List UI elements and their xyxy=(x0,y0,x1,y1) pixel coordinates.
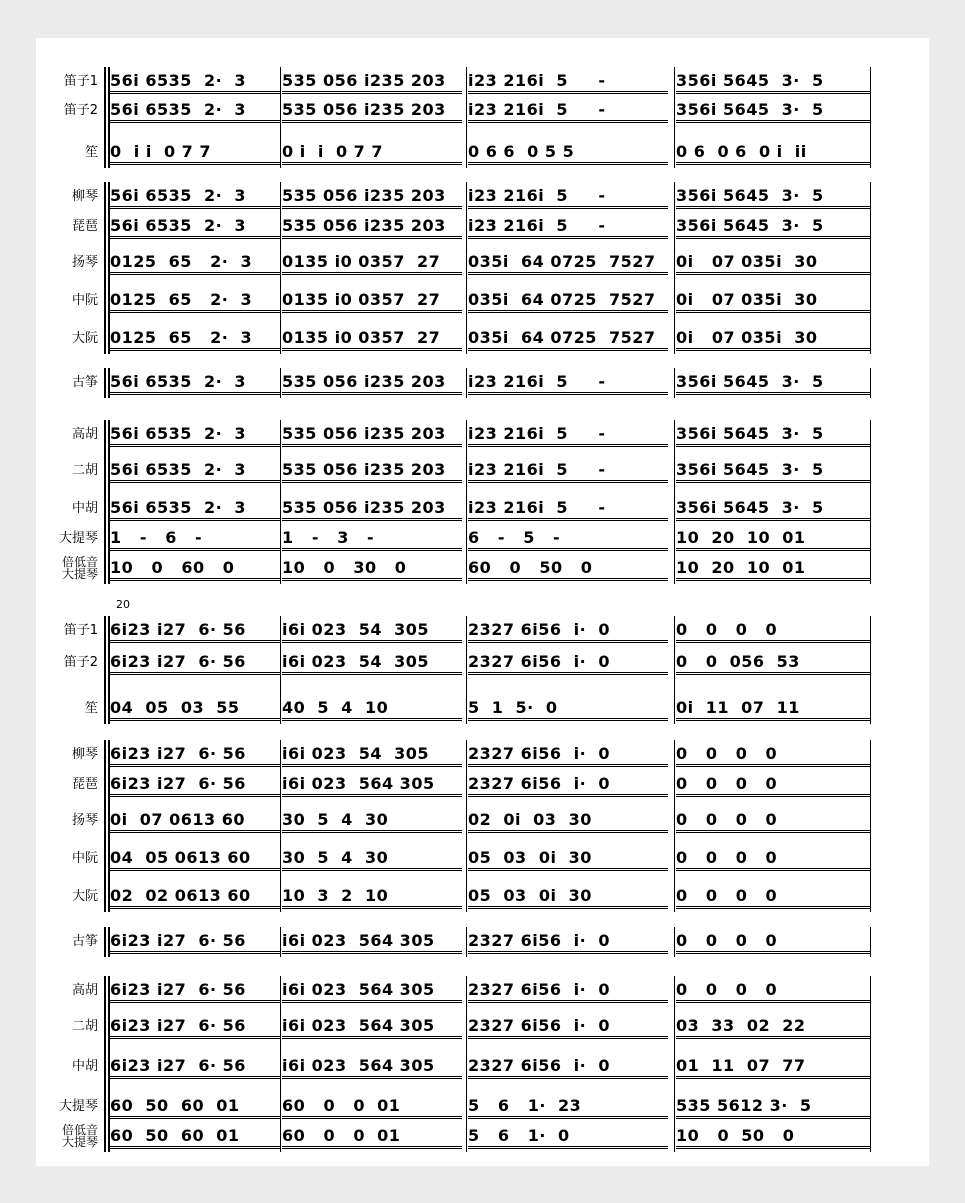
measure-notes: 2327 6i56 i· 0 xyxy=(468,980,668,1003)
barline xyxy=(280,420,281,584)
staff-row xyxy=(36,810,929,840)
barline xyxy=(674,67,675,168)
measure-notes: 30 5 4 30 xyxy=(282,848,462,871)
measure-notes: 6i23 i27 6· 56 xyxy=(110,620,280,643)
measure-notes: 356i 5645 3· 5 xyxy=(676,71,871,94)
measure-notes: 03 33 02 22 xyxy=(676,1016,871,1039)
barline xyxy=(870,420,871,584)
barline xyxy=(280,67,281,168)
barline xyxy=(674,927,675,957)
measure-notes: 56i 6535 2· 3 xyxy=(110,498,280,521)
measure-notes: 356i 5645 3· 5 xyxy=(676,216,871,239)
measure-notes: 0125 65 2· 3 xyxy=(110,290,280,313)
staff-row xyxy=(36,931,929,961)
measure-notes: 0125 65 2· 3 xyxy=(110,252,280,275)
measure-notes: 56i 6535 2· 3 xyxy=(110,186,280,209)
measure-notes: 56i 6535 2· 3 xyxy=(110,100,280,123)
instrument-label: 中胡 xyxy=(71,1059,98,1074)
measure-notes: 0 i i 0 7 7 xyxy=(282,142,462,165)
measure-notes: i6i 023 54 305 xyxy=(282,744,462,767)
measure-notes: 035i 64 0725 7527 xyxy=(468,252,668,275)
barline xyxy=(466,927,467,957)
measure-notes: 60 50 60 01 xyxy=(110,1126,280,1149)
staff-row xyxy=(36,848,929,878)
measure-notes: i6i 023 564 305 xyxy=(282,1016,462,1039)
barline xyxy=(280,182,281,354)
barline xyxy=(870,182,871,354)
staff-row xyxy=(36,328,929,358)
instrument-label: 大阮 xyxy=(71,889,98,904)
staff-row xyxy=(36,71,929,101)
staff-row xyxy=(36,886,929,916)
group-bracket xyxy=(104,616,110,724)
measure-notes: i6i 023 564 305 xyxy=(282,1056,462,1079)
group-bracket xyxy=(104,368,110,398)
staff-row xyxy=(36,1123,929,1156)
instrument-label: 中胡 xyxy=(71,501,98,516)
measure-notes: 60 0 0 01 xyxy=(282,1096,462,1119)
staff-row xyxy=(36,252,929,282)
measure-notes: 0 0 0 0 xyxy=(676,744,871,767)
barline xyxy=(870,976,871,1152)
instrument-label: 笛子2 xyxy=(63,655,98,670)
measure-notes: 6i23 i27 6· 56 xyxy=(110,652,280,675)
measure-notes: 035i 64 0725 7527 xyxy=(468,290,668,313)
staff-row xyxy=(36,774,929,804)
measure-number: 20 xyxy=(116,598,130,611)
measure-notes: 2327 6i56 i· 0 xyxy=(468,652,668,675)
barline xyxy=(870,740,871,912)
measure-notes: 0i 07 035i 30 xyxy=(676,290,871,313)
barline xyxy=(280,976,281,1152)
staff-row xyxy=(36,620,929,650)
instrument-label: 古筝 xyxy=(71,934,98,949)
measure-notes: 356i 5645 3· 5 xyxy=(676,424,871,447)
measure-notes: i6i 023 564 305 xyxy=(282,774,462,797)
measure-notes: 05 03 0i 30 xyxy=(468,848,668,871)
measure-notes: 56i 6535 2· 3 xyxy=(110,71,280,94)
measure-notes: 356i 5645 3· 5 xyxy=(676,186,871,209)
measure-notes: 6i23 i27 6· 56 xyxy=(110,980,280,1003)
barline xyxy=(870,368,871,398)
measure-notes: 1 - 6 - xyxy=(110,528,280,551)
instrument-label: 中阮 xyxy=(71,851,98,866)
barline xyxy=(466,976,467,1152)
measure-notes: i23 216i 5 - xyxy=(468,372,668,395)
instrument-label: 中阮 xyxy=(71,293,98,308)
measure-notes: 0i 07 035i 30 xyxy=(676,328,871,351)
measure-notes: 2327 6i56 i· 0 xyxy=(468,1056,668,1079)
barline xyxy=(674,368,675,398)
group-bracket xyxy=(104,182,110,354)
score-page xyxy=(36,38,929,1166)
instrument-label: 高胡 xyxy=(71,427,98,442)
measure-notes: 0 0 0 0 xyxy=(676,886,871,909)
measure-notes: 56i 6535 2· 3 xyxy=(110,216,280,239)
measure-notes: 60 50 60 01 xyxy=(110,1096,280,1119)
measure-notes: 6i23 i27 6· 56 xyxy=(110,774,280,797)
barline xyxy=(466,740,467,912)
measure-notes: 0 6 0 6 0 i ii xyxy=(676,142,871,165)
measure-notes: 10 3 2 10 xyxy=(282,886,462,909)
measure-notes: i23 216i 5 - xyxy=(468,424,668,447)
barline xyxy=(280,368,281,398)
instrument-label: 笛子2 xyxy=(63,103,98,118)
staff-row xyxy=(36,372,929,402)
measure-notes: 0i 07 035i 30 xyxy=(676,252,871,275)
measure-notes: 0 0 056 53 xyxy=(676,652,871,675)
measure-notes: 02 0i 03 30 xyxy=(468,810,668,833)
staff-row xyxy=(36,290,929,320)
measure-notes: 0125 65 2· 3 xyxy=(110,328,280,351)
instrument-label: 高胡 xyxy=(71,983,98,998)
barline xyxy=(674,616,675,724)
instrument-label: 二胡 xyxy=(71,1019,98,1034)
barline xyxy=(280,927,281,957)
measure-notes: 5 1 5· 0 xyxy=(468,698,668,721)
staff-row xyxy=(36,528,929,558)
staff-row xyxy=(36,142,929,172)
staff-row xyxy=(36,1016,929,1046)
measure-notes: 5 6 1· 0 xyxy=(468,1126,668,1149)
measure-notes: i23 216i 5 - xyxy=(468,186,668,209)
measure-notes: 30 5 4 30 xyxy=(282,810,462,833)
instrument-label: 笙 xyxy=(84,145,98,160)
instrument-label: 笛子1 xyxy=(63,623,98,638)
measure-notes: 535 056 i235 203 xyxy=(282,498,462,521)
measure-notes: 1 - 3 - xyxy=(282,528,462,551)
instrument-label: 倍低音 大提琴 xyxy=(61,555,98,581)
measure-notes: 04 05 03 55 xyxy=(110,698,280,721)
instrument-label: 柳琴 xyxy=(71,189,98,204)
measure-notes: i6i 023 54 305 xyxy=(282,652,462,675)
group-bracket xyxy=(104,976,110,1152)
measure-notes: 0 0 0 0 xyxy=(676,620,871,643)
barline xyxy=(674,740,675,912)
measure-notes: 535 056 i235 203 xyxy=(282,100,462,123)
measure-notes: 05 03 0i 30 xyxy=(468,886,668,909)
barline xyxy=(466,368,467,398)
instrument-label: 琵琶 xyxy=(71,219,98,234)
measure-notes: i23 216i 5 - xyxy=(468,498,668,521)
measure-notes: 5 6 1· 23 xyxy=(468,1096,668,1119)
measure-notes: 356i 5645 3· 5 xyxy=(676,372,871,395)
measure-notes: i6i 023 564 305 xyxy=(282,980,462,1003)
instrument-label: 大提琴 xyxy=(58,531,98,546)
measure-notes: 035i 64 0725 7527 xyxy=(468,328,668,351)
group-bracket xyxy=(104,740,110,912)
staff-row xyxy=(36,460,929,490)
staff-row xyxy=(36,652,929,682)
barline xyxy=(466,616,467,724)
measure-notes: 0 0 0 0 xyxy=(676,980,871,1003)
measure-notes: 10 0 30 0 xyxy=(282,558,462,581)
measure-notes: 56i 6535 2· 3 xyxy=(110,424,280,447)
barline xyxy=(280,616,281,724)
instrument-label: 二胡 xyxy=(71,463,98,478)
measure-notes: 0135 i0 0357 27 xyxy=(282,290,462,313)
measure-notes: 0135 i0 0357 27 xyxy=(282,328,462,351)
instrument-label: 倍低音 大提琴 xyxy=(61,1123,98,1149)
measure-notes: 6 - 5 - xyxy=(468,528,668,551)
measure-notes: 535 056 i235 203 xyxy=(282,71,462,94)
barline xyxy=(674,420,675,584)
measure-notes: 60 0 50 0 xyxy=(468,558,668,581)
measure-notes: i23 216i 5 - xyxy=(468,71,668,94)
barline xyxy=(870,67,871,168)
measure-notes: 10 0 50 0 xyxy=(676,1126,871,1149)
staff-row xyxy=(36,698,929,728)
measure-notes: 60 0 0 01 xyxy=(282,1126,462,1149)
measure-notes: 356i 5645 3· 5 xyxy=(676,460,871,483)
instrument-label: 柳琴 xyxy=(71,747,98,762)
staff-row xyxy=(36,980,929,1010)
barline xyxy=(870,616,871,724)
measure-notes: 535 056 i235 203 xyxy=(282,216,462,239)
instrument-label: 笛子1 xyxy=(63,74,98,89)
staff-row xyxy=(36,216,929,246)
staff-row xyxy=(36,1096,929,1126)
measure-notes: i6i 023 54 305 xyxy=(282,620,462,643)
measure-notes: 56i 6535 2· 3 xyxy=(110,460,280,483)
group-bracket xyxy=(104,927,110,957)
measure-notes: 2327 6i56 i· 0 xyxy=(468,774,668,797)
measure-notes: 0i 07 0613 60 xyxy=(110,810,280,833)
measure-notes: 535 056 i235 203 xyxy=(282,186,462,209)
measure-notes: 535 056 i235 203 xyxy=(282,372,462,395)
measure-notes: 0 0 0 0 xyxy=(676,931,871,954)
staff-row xyxy=(36,555,929,588)
measure-notes: 535 056 i235 203 xyxy=(282,424,462,447)
barline xyxy=(280,740,281,912)
measure-notes: 6i23 i27 6· 56 xyxy=(110,744,280,767)
barline xyxy=(674,182,675,354)
group-bracket xyxy=(104,420,110,584)
barline xyxy=(870,927,871,957)
measure-notes: 0 0 0 0 xyxy=(676,774,871,797)
instrument-label: 琵琶 xyxy=(71,777,98,792)
measure-notes: 10 20 10 01 xyxy=(676,528,871,551)
instrument-label: 扬琴 xyxy=(71,813,98,828)
barline xyxy=(466,67,467,168)
measure-notes: 10 0 60 0 xyxy=(110,558,280,581)
instrument-label: 大提琴 xyxy=(58,1099,98,1114)
measure-notes: 10 20 10 01 xyxy=(676,558,871,581)
measure-notes: 0135 i0 0357 27 xyxy=(282,252,462,275)
staff-row xyxy=(36,498,929,528)
group-bracket xyxy=(104,67,110,168)
instrument-label: 笙 xyxy=(84,701,98,716)
measure-notes: 2327 6i56 i· 0 xyxy=(468,744,668,767)
measure-notes: 0 6 6 0 5 5 xyxy=(468,142,668,165)
measure-notes: 6i23 i27 6· 56 xyxy=(110,1056,280,1079)
measure-notes: 356i 5645 3· 5 xyxy=(676,498,871,521)
staff-row xyxy=(36,424,929,454)
instrument-label: 大阮 xyxy=(71,331,98,346)
measure-notes: 6i23 i27 6· 56 xyxy=(110,1016,280,1039)
measure-notes: i23 216i 5 - xyxy=(468,100,668,123)
barline xyxy=(466,182,467,354)
measure-notes: 2327 6i56 i· 0 xyxy=(468,620,668,643)
staff-row xyxy=(36,744,929,774)
measure-notes: 56i 6535 2· 3 xyxy=(110,372,280,395)
measure-notes: 0 0 0 0 xyxy=(676,848,871,871)
measure-notes: 0 0 0 0 xyxy=(676,810,871,833)
measure-notes: 535 056 i235 203 xyxy=(282,460,462,483)
measure-notes: 01 11 07 77 xyxy=(676,1056,871,1079)
staff-row xyxy=(36,1056,929,1086)
measure-notes: 02 02 0613 60 xyxy=(110,886,280,909)
measure-notes: i6i 023 564 305 xyxy=(282,931,462,954)
measure-notes: i23 216i 5 - xyxy=(468,216,668,239)
measure-notes: 2327 6i56 i· 0 xyxy=(468,931,668,954)
staff-row xyxy=(36,100,929,130)
staff-row xyxy=(36,186,929,216)
measure-notes: 356i 5645 3· 5 xyxy=(676,100,871,123)
instrument-label: 扬琴 xyxy=(71,255,98,270)
measure-notes: 2327 6i56 i· 0 xyxy=(468,1016,668,1039)
measure-notes: i23 216i 5 - xyxy=(468,460,668,483)
instrument-label: 古筝 xyxy=(71,375,98,390)
measure-notes: 40 5 4 10 xyxy=(282,698,462,721)
measure-notes: 6i23 i27 6· 56 xyxy=(110,931,280,954)
measure-notes: 0 i i 0 7 7 xyxy=(110,142,280,165)
barline xyxy=(674,976,675,1152)
barline xyxy=(466,420,467,584)
measure-notes: 04 05 0613 60 xyxy=(110,848,280,871)
measure-notes: 535 5612 3· 5 xyxy=(676,1096,871,1119)
measure-notes: 0i 11 07 11 xyxy=(676,698,871,721)
